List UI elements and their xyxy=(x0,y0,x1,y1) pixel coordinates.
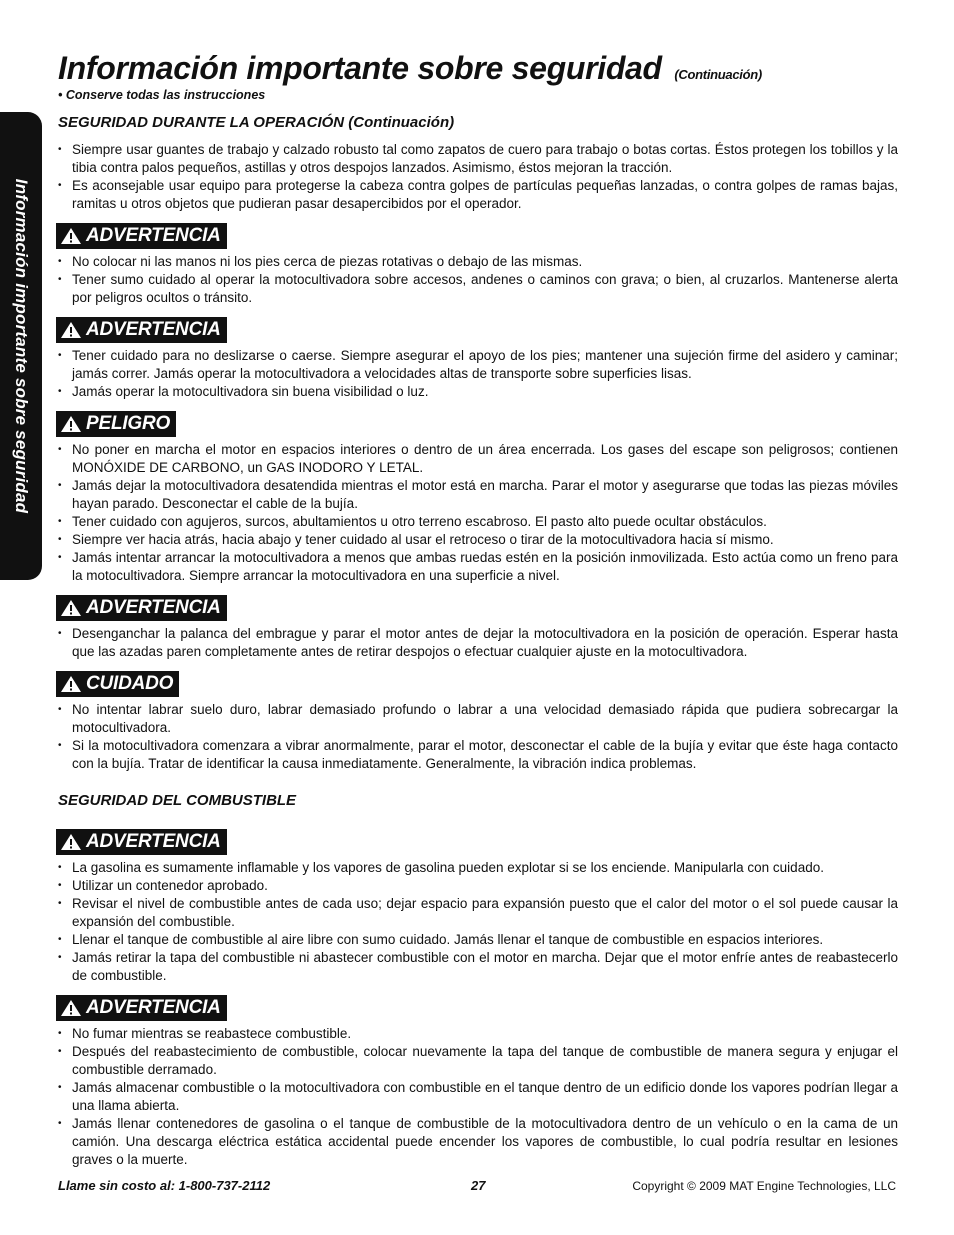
list-item: • Llenar el tanque de combustible al aire libre con sumo cuidado. Jamás llenar el tanque de combustible en espacios interiores. xyxy=(56,931,898,949)
list-item: • Jamás almacenar combustible o la motocultivadora con combustible en el tanque dentro de un edificio donde los vapores podrían llegar a una llama abierta. xyxy=(56,1079,898,1115)
bullet-list xyxy=(56,1025,898,1169)
list-item: • No colocar ni las manos ni los pies cerca de piezas rotativas o debajo de las mismas. xyxy=(56,253,898,271)
hazard-badge-label: CUIDADO xyxy=(86,673,174,694)
bullet-list xyxy=(56,141,898,213)
list-item: • Jamás llenar contenedores de gasolina o el tanque de combustible de la motocultivadora dentro de un vehículo o en la cama de un camión. Una descarga eléctrica estática accidental puede encender los vapores de combustible, lo cual podría resultar en lesiones graves o la muerte. xyxy=(56,1115,898,1169)
list-item: • Desenganchar la palanca del embrague y parar el motor antes de dejar la motocultivadora en la posición de operación. Esperar hasta que las azadas paren completamente antes de retirar despojos o efectuar cualquier ajuste en la motocultivadora. xyxy=(56,625,898,661)
bullet-list xyxy=(56,253,898,307)
warning-triangle-icon xyxy=(60,675,82,693)
content-area xyxy=(56,113,898,1169)
warning-triangle-icon xyxy=(60,415,82,433)
warning-triangle-icon xyxy=(60,599,82,617)
list-item: • Jamás retirar la tapa del combustible ni abastecer combustible con el motor en marcha. Dejar que el motor enfríe antes de reabastecerlo de combustible. xyxy=(56,949,898,985)
hazard-badge-label: ADVERTENCIA xyxy=(86,831,221,852)
bullet-list xyxy=(56,347,898,401)
hazard-badge xyxy=(56,595,227,621)
hazard-badge xyxy=(56,411,176,437)
list-item: • Jamás dejar la motocultivadora desatendida mientras el motor está en marcha. Parar el motor y asegurarse que todas las piezas móviles hayan parado. Desconectar el cable de la bujía. xyxy=(56,477,898,513)
hazard-badge xyxy=(56,995,227,1021)
list-item: • Tener cuidado con agujeros, surcos, abultamientos u otro terreno escabroso. El pasto alto puede ocultar obstáculos. xyxy=(56,513,898,531)
list-item: • No poner en marcha el motor en espacios interiores o dentro de un área encerrada. Los gases del escape son peligrosos; contienen MONÓXIDE DE CARBONO, un GAS INODORO Y LETAL. xyxy=(56,441,898,477)
list-item: • Tener cuidado para no deslizarse o caerse. Siempre asegurar el apoyo de los pies; mantener una sujeción firme del asidero y caminar; jamás correr. Jamás operar la motocultivadora a velocidades altas de transporte sobre superficies lisas. xyxy=(56,347,898,383)
hazard-badge xyxy=(56,829,227,855)
warning-triangle-icon xyxy=(60,227,82,245)
side-tab-label: Información importante sobre seguridad xyxy=(12,178,31,514)
hazard-badge xyxy=(56,671,179,697)
bullet-list xyxy=(56,625,898,661)
hazard-badge-label: ADVERTENCIA xyxy=(86,319,221,340)
list-item: • Utilizar un contenedor aprobado. xyxy=(56,877,898,895)
list-item: • Es aconsejable usar equipo para protegerse la cabeza contra golpes de partículas pequeñas lanzadas, o contra golpes de ramas bajas, ramitas u otros objetos que pudieran pasar desapercibidos por el operador. xyxy=(56,177,898,213)
list-item: • Después del reabastecimiento de combustible, colocar nuevamente la tapa del tanque de combustible de manera segura y enjugar el combustible derramado. xyxy=(56,1043,898,1079)
hazard-badge xyxy=(56,317,227,343)
bullet-list xyxy=(56,859,898,985)
list-item: • No fumar mientras se reabastece combustible. xyxy=(56,1025,898,1043)
warning-triangle-icon xyxy=(60,999,82,1017)
side-tab xyxy=(0,112,42,580)
hazard-badge xyxy=(56,223,227,249)
section-heading: SEGURIDAD DURANTE LA OPERACIÓN (Continuación) xyxy=(58,114,455,131)
page-title-suffix: (Continuación) xyxy=(674,67,762,82)
list-item: • Siempre ver hacia atrás, hacia abajo y tener cuidado al usar el retroceso o tirar de la motocultivadora hacia sí mismo. xyxy=(56,531,898,549)
page-title xyxy=(58,50,762,87)
list-item: • Siempre usar guantes de trabajo y calzado robusto tal como zapatos de cuero para trabajo o botas cortas. Éstos protegen los tobillos y la tibia contra palos pequeños, astillas y otros despojos lanzados. Asimismo, éstos mejoran la tracción. xyxy=(56,141,898,177)
bullet-list xyxy=(56,441,898,585)
list-item: • Revisar el nivel de combustible antes de cada uso; dejar espacio para expansión puesto que el calor del motor o el sol puede causar la expansión del combustible. xyxy=(56,895,898,931)
page-subtitle: • Conserve todas las instrucciones xyxy=(58,88,266,102)
hazard-badge-label: ADVERTENCIA xyxy=(86,997,221,1018)
list-item: • Tener sumo cuidado al operar la motocultivadora sobre accesos, andenes o caminos con grava; o bien, al cruzarlos. Mantenerse alerta por peligros ocultos o tránsito. xyxy=(56,271,898,307)
list-item: • Jamás intentar arrancar la motocultivadora a menos que ambas ruedas estén en la posición inmovilizada. Esto actúa como un freno para la motocultivadora. Siempre arrancar la motocultivadora en una superficie a nivel. xyxy=(56,549,898,585)
footer-phone: Llame sin costo al: 1-800-737-2112 xyxy=(58,1178,271,1193)
section-heading: SEGURIDAD DEL COMBUSTIBLE xyxy=(58,792,297,809)
hazard-badge-label: ADVERTENCIA xyxy=(86,225,221,246)
page-title-text: Información importante sobre seguridad xyxy=(58,50,662,86)
list-item: • Jamás operar la motocultivadora sin buena visibilidad o luz. xyxy=(56,383,898,401)
footer-copyright: Copyright © 2009 MAT Engine Technologies, LLC xyxy=(632,1179,896,1193)
hazard-badge-label: ADVERTENCIA xyxy=(86,597,221,618)
page-number: 27 xyxy=(471,1178,486,1193)
hazard-badge-label: PELIGRO xyxy=(86,413,171,434)
list-item: • La gasolina es sumamente inflamable y los vapores de gasolina pueden explotar si se los enciende. Manipularla con cuidado. xyxy=(56,859,898,877)
bullet-list xyxy=(56,701,898,773)
list-item: • No intentar labrar suelo duro, labrar demasiado profundo o labrar a una velocidad demasiado rápida que pudiera sobrecargar la motocultivadora. xyxy=(56,701,898,737)
list-item: • Si la motocultivadora comenzara a vibrar anormalmente, parar el motor, desconectar el cable de la bujía y evitar que éste haga contacto con la bujía. Tratar de identificar la causa inmediatamente. Generalmente, la vibración indica problemas. xyxy=(56,737,898,773)
warning-triangle-icon xyxy=(60,321,82,339)
warning-triangle-icon xyxy=(60,833,82,851)
